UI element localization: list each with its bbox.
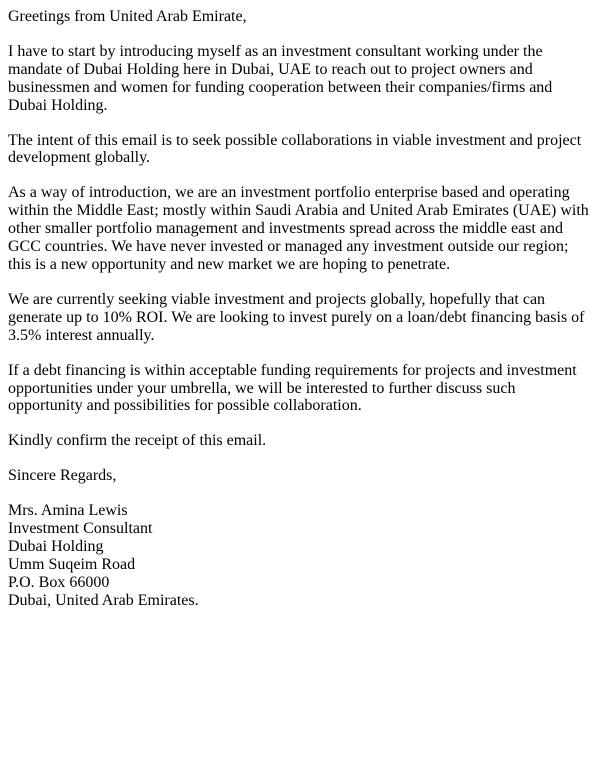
signature-name: Mrs. Amina Lewis [8,502,128,520]
paragraph-seeking-investment: We are currently seeking viable investment and projects globally, hopefully that can generate up to 10% ROI. We are looking to invest purely on a loan/debt financing basis of 3.5% interest annually. [8,290,585,344]
paragraph-debt-financing: If a debt financing is within acceptable funding requirements for projects and investment opportunities under your umbrella, we will be interested to further discuss such opportunity and possibilities for possible collaboration. [8,361,577,415]
signature-street: Umm Suqeim Road [8,555,136,573]
email-body [8,8,592,610]
greeting-line: Greetings from United Arab Emirate, [8,8,247,25]
signature-job-title: Investment Consultant [8,520,153,538]
closing-line: Sincere Regards, [8,467,117,485]
signature-po-box: P.O. Box 66000 [8,573,110,591]
paragraph-self-introduction: I have to start by introducing myself as an investment consultant working under the mandate of Dubai Holding here in Dubai, UAE to reach out to project owners and businessmen and women for funding cooperation between their companies/firms and Dubai Holding. [8,42,553,114]
signature-city-country: Dubai, United Arab Emirates. [8,591,199,609]
signature-company: Dubai Holding [8,537,104,555]
signature-block [8,502,592,609]
paragraph-company-introduction: As a way of introduction, we are an investment portfolio enterprise based and operating within the Middle East; mostly within Saudi Arabia and United Arab Emirates (UAE) with other smaller portfolio management and investments spread across the middle east and GCC countries. We have never invested or managed any investment outside our region; this is a new opportunity and new market we are hoping to penetrate. [8,184,589,273]
paragraph-confirm-receipt: Kindly confirm the receipt of this email. [8,432,267,450]
paragraph-intent: The intent of this email is to seek possible collaborations in viable investment and project development globally. [8,131,582,167]
